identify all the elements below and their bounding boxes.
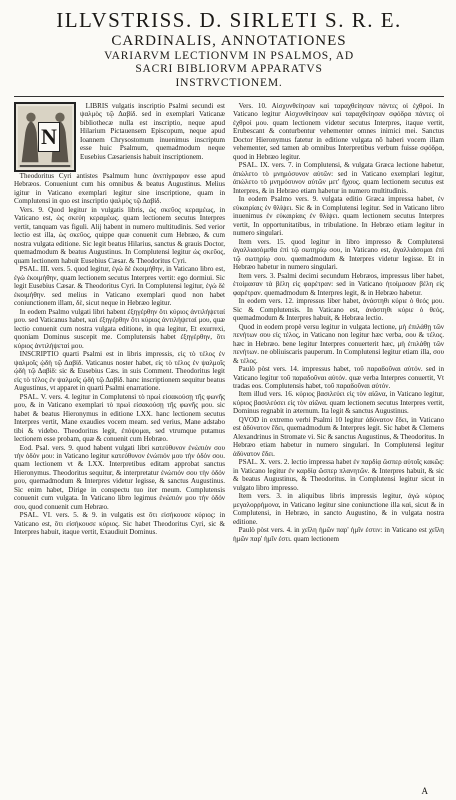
title-block — [14, 8, 444, 90]
opening-block — [14, 102, 225, 172]
title-line-4: SACRI BIBLIORVM APPARATVS — [135, 63, 323, 75]
paragraph: Item vers. 3. Psalmi decimi secundum Hebræos, impressus liber habet, ἑτοίμασαν τὰ βέλη εἰς φαρέτραν: sed in Vaticano ἡτοίμασαν βέλη εἰς φαρέτραν. quemadmodum & Interpres legit, & in Hebræo habetur. — [233, 271, 444, 297]
title-line-5: INSTRVCTIONEM. — [175, 77, 283, 89]
paragraph: INSCRIPTIO quarti Psalmi est in libris impressis, εἰς τὸ τέλος ἐν ψαλμοῖς ᾠδὴ τῷ Δαβίδ. Vaticanus noster habet, εἰς τὸ τέλος ἐν ψαλμοῖς ᾠδὴ τῷ Δαβίδ: sic & Eusebius Cæs. in suis Comment. Theodoritus legit εἰς τὸ τέλος ἐν ψαλμοῖς ᾠδὴ τῷ Δαβίδ. hanc inscriptionem sequitur beatus Augustinus, vt apparet in quarti Psalmi enarratione. — [14, 350, 225, 393]
title-line-2: CARDINALIS, ANNOTATIONES — [111, 33, 347, 49]
paragraph: Eod. Psal. vers. 9. quod habent vulgati libri κατεύθυνον ἐνώπιόν σου τὴν ὁδόν μου: in Vaticano legitur κατεύθυνον ἐνώπιόν μου τὴν ὁδόν σου. quam lectionem vt & LXX. Interpretibus editam approbat sanctus Hieronymus. Theodoritus sequitur, & interpretatur ἐνώπιόν σου τὴν ὁδόν μου, quemadmodum & Interpres videtur legisse, & sanctus Augustinus. Sic enim habet, Dirige in conspectu tuo iter meum. Complutensis conuenit cum vulgata. In Vaticano libro legimus ἐνώπιόν μου τὴν ὁδόν σου, quod conuenit cum Hebræo. — [14, 443, 225, 511]
title-line-3: VARIARVM LECTIONVM IN PSALMOS, AD — [104, 50, 354, 62]
paragraph: Vers. 10. Αἰσχυνθείησαν καὶ ταραχθείησαν πάντες οἱ ἐχθροί. In Vaticano legitur Αἰσχυνθείησαν καὶ ταραχθείησαν σφόδρα πάντες οἱ ἐχθροί μου. quam lectionem videtur secutus Interpres, itaque vertit, Erubescant & conturbentur vehementer omnes inimici mei. Sanctus Doctor Hieronymus fatetur in editione vulgata nõ haberi vocem illam vehementer, sed tamen ab omnibus Interpretibus verbum fuisse σφόδρα, quod in Hebræo legitur. — [233, 102, 444, 161]
paragraph: In eodem vers. 12. impressus liber habet, ἀνάστηθι κύριε ὁ θεός μου. Sic & Complutensis. In Vaticano est, ἀνάστηθι κύριε ὁ θεός, quemadmodum & Interpres habuit, & Hebræa lectio. — [233, 297, 444, 323]
left-paragraphs — [14, 172, 225, 537]
header-rule — [14, 96, 444, 97]
opening-text: LIBRIS vulgatis inscriptio Psalmi secundi est ψαλμὸς τῷ Δαβίδ. sed in exemplari Vaticanæ bibliothecæ nulla est inscriptio, neque apud Hilarium Pictauensem Episcopum, neque apud Ioannem Chrysostomum inuenimus inscriptum esse huic Psalmum, quemadmodum neque Eusebius Cæsariensis habuit inscriptionem. — [80, 102, 225, 161]
paragraph: Quod in eodem propè versu legitur in vulgata lectione, μὴ ἐπιλάθῃ τῶν πενήτων σου εἰς τέλος, in Vaticano non legitur hæc verba, σου & τέλος. hæc in Hebræo. bene legitur Interpres conuerterit hæc, μὴ ἐπιλάθῃ τῶν πενήτων. ne obliuiscaris pauperum. In Complutensi legitur etiam illa, σου & τέλος. — [233, 322, 444, 365]
paragraph: In eodem Psalmo vers. 9. vulgata editio Græca impressa habet, ἐν εὐκαιρίαις ἐν θλίψει. Sic & in Complutensi legitur. Sed in Vaticano libro inuenimus ἐν εὐκαιρίαις ἐν θλίψει. quam lectionem secutus Interpres vertit, In opportunitatibus, in tribulatione. In Hebræo etiam legitur in numero singulari. — [233, 195, 444, 238]
signature-mark: A — [421, 786, 428, 796]
text-columns — [14, 102, 444, 543]
paragraph: PSAL. VI. vers. 5. & 9. in vulgatis est ὅτι εἰσήκουσε κύριος: in Vaticano est, ὅτι εἰσήκουσε κύριος. Sic habet Theodoritus Cyri, sic & Interpres habuit, itaque vertit, Exaudiuit Dominus. — [14, 511, 225, 537]
paragraph: PSAL. X. vers. 2. lectio impressa habet ἐν παρδίᾳ ὥσπερ αὐτοῖς κακῶς: in Vaticano legitur ἐν καρδίᾳ ὥσπερ πλανητῶν. & Interpres habuit, & sic & beatus Augustinus, & Theodoritus. in Complutensi legitur sicut in vulgato libro impresso. — [233, 458, 444, 492]
paragraph: Theodoritus Cyri antistes Psalmum hunc ἀνεπίγραφον esse apud Hebræos. Conueniunt cum his omnibus & beatus Augustinus. Melius igitur in Vaticano exemplari legitur sine inscriptione, quam in Complutensi in quo est inscriptio ψαλμὸς τῷ Δαβίδ. — [14, 172, 225, 206]
right-paragraphs — [233, 102, 444, 543]
opening-paragraph — [80, 102, 225, 172]
paragraph: QVOD in extremo verbi Psalmi 10 legitur ἀδύνατον ἔδει, in Vaticano est ἀδύνατον ἔδει, quemadmodum & Interpres legit. Sic habet & Clemens Alexandrinus in Stromate vi. Sic & sanctus Augustinus, & Theodoritus. In Hebræo etiam habetur in numero singulari. In Complutensi legitur ἀδύνατον ἔδει. — [233, 415, 444, 458]
paragraph: PSAL. V. vers. 4. legitur in Complutensi τὸ πρωὶ εἰσακούσῃ τῆς φωνῆς μου, & in Vaticano exemplari τὸ πρωὶ εἰσακούσῃ τῆς φωνῆς μου. sic habet & beatus Hieronymus in editione LXX. hanc lectionem secutus Interpres vertit, Mane exaudies vocem meam. sed verius, Mane adstabo tibi & videbo. Theodoritus legit, ἐπόψομαι, sed vtrumque putamus lectionem esse probam, quæ & conuenit cum Hebræo. — [14, 392, 225, 444]
paragraph: PSAL. III. vers. 5. quod legitur, ἐγὼ δὲ ἐκοιμήθην, in Vaticano libro est, ἐγὼ ἐκοιμήθην, quam lectionem secutus Interpres vertit: ego dormiui. Sic legit Eusebius Cæsar. & Theodoritus Cyri. In Complutensi legitur, ἐγὼ δὲ ἐκοιμήθην. sed melius in Vaticano exemplari quod non habet coniunctionem illam, δὲ, sicut neque in Hebræo legitur. — [14, 265, 225, 308]
title-line-1: ILLVSTRISS. D. SIRLETI S. R. E. — [56, 8, 402, 32]
paragraph: Paulò pòst vers. 4. in χεῖλη ἡμῶν παρ' ἡμῖν ἐστιν: in Vaticano est χεῖλη ἡμῶν παρ' ἡμῖν ἐστι. quam lectionem — [233, 526, 444, 543]
paragraph: Vers. 9. Quod legitur in vulgatis libris, ὡς σκεῦος κεραμέως, in Vaticano est, ὡς σκεύη κεραμέως. quam lectionem secutus Interpres vertit, tanquam vas figuli. Alij habent in numero multitudinis. Sed verior lectio est illa, ὡς σκεῦος, quippe quæ conuenit cum Hebræo, & cum nostra vulgata editione. Sic legit beatus Hilarius, sanctus & grauis Doctor, quemadmodum & beatus Augustinus. In Complutensi legitur ὡς σκεῦος, quam lectionem habuit Eusebius Cæsar. & Theodoritus Cyri. — [14, 205, 225, 265]
paragraph: PSAL. IX. vers. 7. in Complutensi, & vulgata Græca lectione habetur, ἀπώλετο τὸ μνημόσυνον αὐτῶν: sed in Vaticano exemplari legitur, ἀπώλετο τὸ μνημόσυνον αὐτῶν μετ' ἤχους. quam lectionem secutus est Interpres, & in Hebræo etiam habetur in numero multitudinis. — [233, 161, 444, 195]
paragraph: In eodem Psalmo vulgati libri habent ἐξηγέρθην ὅτι κύριος ἀντιλήψεταί μου. sed Vaticanus habet, καὶ ἐξηγέρθην ὅτι κύριος ἀντιλήψεταί μου, quæ lectio conuenit cum nostra vulgata editione, in qua legitur, Et exurrexi, quoniam Dominus suscepit me. Complutensis habet ἐξηγέρθην, ὅτι κύριος ἀντιλήψεταί μου. — [14, 307, 225, 350]
paragraph: Paulò pòst vers. 14. impressus habet, τοῦ παραδοῦναι αὐτόν. sed in Vaticano legitur τοῦ παραδοῦναι αὐτόν. quæ verba Interpres conuertit, Vt tradas eos. Complutensis habet, τοῦ παραδοῦναι αὐτόν. — [233, 365, 444, 390]
paragraph: Item illud vers. 16. κύριος βασιλεύει εἰς τὸν αἰῶνα, in Vaticano legitur, κύριος βασιλεύσει εἰς τὸν αἰῶνα. quam lectionem secutus Interpres vertit, Dominus regnabit in æternum. Ita legit & sanctus Augustinus. — [233, 390, 444, 416]
woodcut-initial-illustration — [14, 102, 76, 172]
right-column — [233, 102, 444, 543]
paragraph: Item vers. 15. quod legitur in libro impresso & Complutensi ἀγαλλιασόμεθα ἐπὶ τῷ σωτηρίῳ σου, in Vaticano est, ἀγαλλιάσομαι ἐπὶ τῷ σωτηρίῳ σου. quemadmodum & Interpres videtur legisse. Et in Hebræo habetur in numero singulari. — [233, 237, 444, 272]
left-column — [14, 102, 225, 543]
paragraph: Item vers. 3. in aliquibus libris impressis legitur, ἀγὼ κύριος μεγαλορρήμονα, in Vaticano legitur sine coniunctione illa καὶ, sicut & in Complutensi, in Hebræo, in sancto Augustino, & in vulgata nostra editione. — [233, 492, 444, 526]
drop-capital: N — [38, 122, 60, 152]
